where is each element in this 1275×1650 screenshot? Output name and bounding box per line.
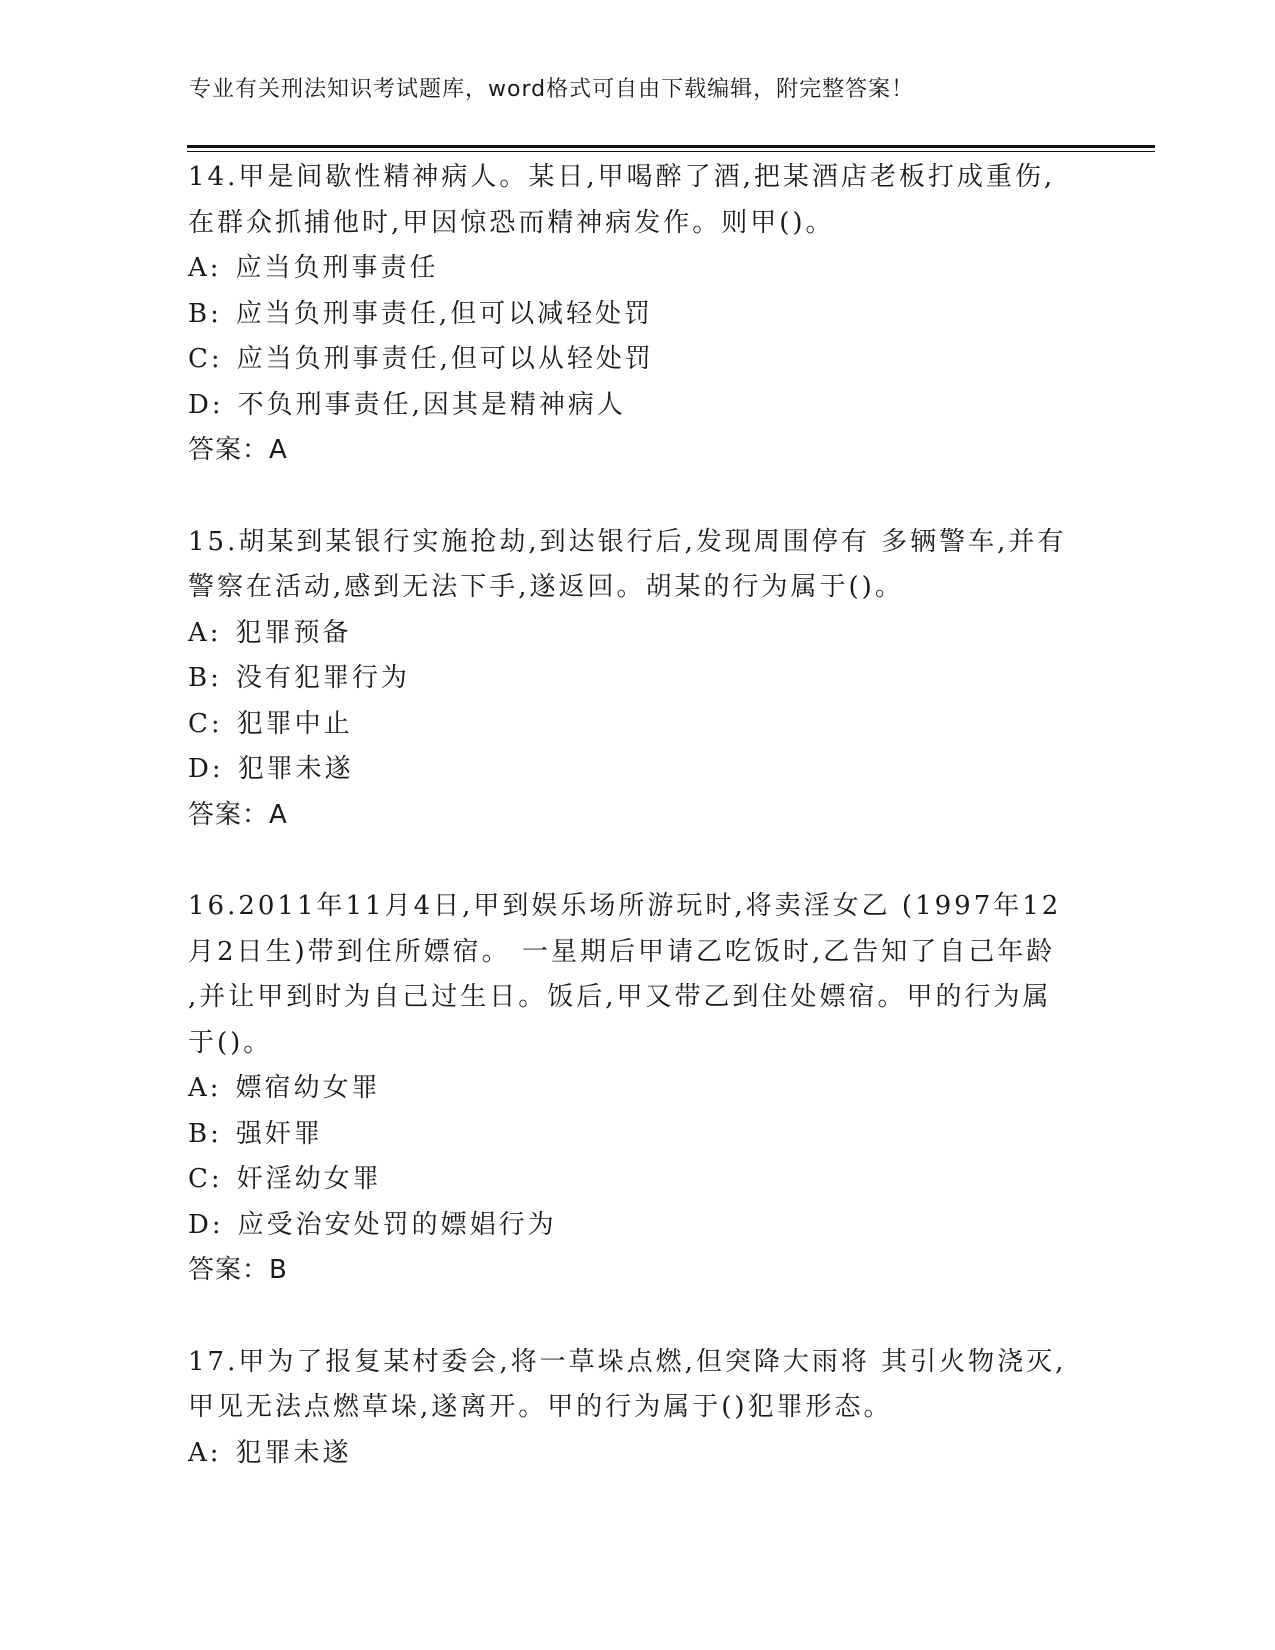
option-text: 嫖宿幼女罪	[235, 1073, 381, 1103]
option-line	[188, 1203, 1118, 1249]
option-letter: A:	[188, 617, 222, 648]
option-text: 应当负刑事责任	[235, 253, 439, 283]
question-block	[188, 1340, 1118, 1477]
question-stem-line: 甲见无法点燃草垛,遂离开。甲的行为属于()犯罪形态。	[188, 1392, 893, 1422]
question-block	[188, 520, 1118, 839]
option-text: 犯罪中止	[236, 708, 353, 739]
option-text: 强奸罪	[235, 1118, 323, 1149]
option-letter: C:	[188, 1164, 223, 1194]
option-text: 应当负刑事责任,但可以减轻处罚	[235, 298, 654, 329]
question-block	[188, 155, 1118, 474]
option-text: 犯罪未遂	[237, 754, 354, 784]
option-letter: A:	[188, 253, 222, 283]
question-stem-line: 月2日生)带到住所嫖宿。 一星期后甲请乙吃饭时,乙告知了自己年龄	[188, 936, 1056, 967]
option-letter: C:	[188, 344, 223, 374]
option-line	[188, 1431, 1118, 1477]
question-stem-line: 16.2011年11月4日,甲到娱乐场所游玩时,将卖淫女乙 (1997年12	[188, 891, 1062, 921]
option-text: 不负刑事责任,因其是精神病人	[237, 389, 626, 420]
option-line	[188, 1157, 1118, 1203]
question-stem-line: 于()。	[188, 1027, 273, 1058]
question-stem-line: 14.甲是间歇性精神病人。某日,甲喝醉了酒,把某酒店老板打成重伤,	[188, 162, 1056, 192]
option-line	[188, 246, 1118, 292]
option-text: 犯罪预备	[235, 617, 352, 648]
question-stem-line: 在群众抓捕他时,甲因惊恐而精神病发作。则甲()。	[188, 207, 835, 238]
question-block	[188, 884, 1118, 1294]
option-text: 奸淫幼女罪	[236, 1164, 382, 1194]
option-text: 应受治安处罚的嫖娼行为	[237, 1209, 557, 1240]
header-rule-thin	[187, 151, 1155, 152]
option-line	[188, 1066, 1118, 1112]
question-list	[188, 155, 1118, 1522]
option-text: 犯罪未遂	[235, 1437, 352, 1468]
header-rule-thick	[187, 145, 1155, 148]
option-line	[188, 656, 1118, 702]
option-letter: C:	[188, 708, 223, 739]
answer-line: 答案：B	[188, 1255, 288, 1285]
option-line	[188, 337, 1118, 383]
option-line	[188, 292, 1118, 338]
header-text: 专业有关刑法知识考试题库，word格式可自由下载编辑，附完整答案！	[189, 77, 915, 102]
option-line	[188, 611, 1118, 657]
option-line	[188, 702, 1118, 748]
option-letter: B:	[188, 298, 222, 329]
option-letter: D:	[188, 1209, 224, 1240]
option-letter: B:	[188, 1118, 222, 1149]
option-text: 应当负刑事责任,但可以从轻处罚	[236, 344, 654, 374]
answer-line: 答案：A	[188, 799, 288, 830]
option-letter: A:	[188, 1073, 222, 1103]
option-line	[188, 1112, 1118, 1158]
option-letter: A:	[188, 1437, 222, 1468]
option-letter: D:	[188, 389, 224, 420]
option-line	[188, 383, 1118, 429]
option-text: 没有犯罪行为	[235, 663, 410, 693]
answer-line: 答案：A	[188, 435, 288, 465]
question-stem-line: 15.胡某到某银行实施抢劫,到达银行后,发现周围停有 多辆警车,并有	[188, 526, 1067, 557]
option-letter: D:	[188, 754, 224, 784]
question-stem-line: 17.甲为了报复某村委会,将一草垛点燃,但突降大雨将 其引火物浇灭,	[188, 1346, 1067, 1377]
question-stem-line: 警察在活动,感到无法下手,遂返回。胡某的行为属于()。	[188, 572, 904, 602]
option-letter: B:	[188, 663, 222, 693]
question-stem-line: ,并让甲到时为自己过生日。饭后,甲又带乙到住处嫖宿。甲的行为属	[188, 982, 1052, 1012]
option-line	[188, 747, 1118, 793]
